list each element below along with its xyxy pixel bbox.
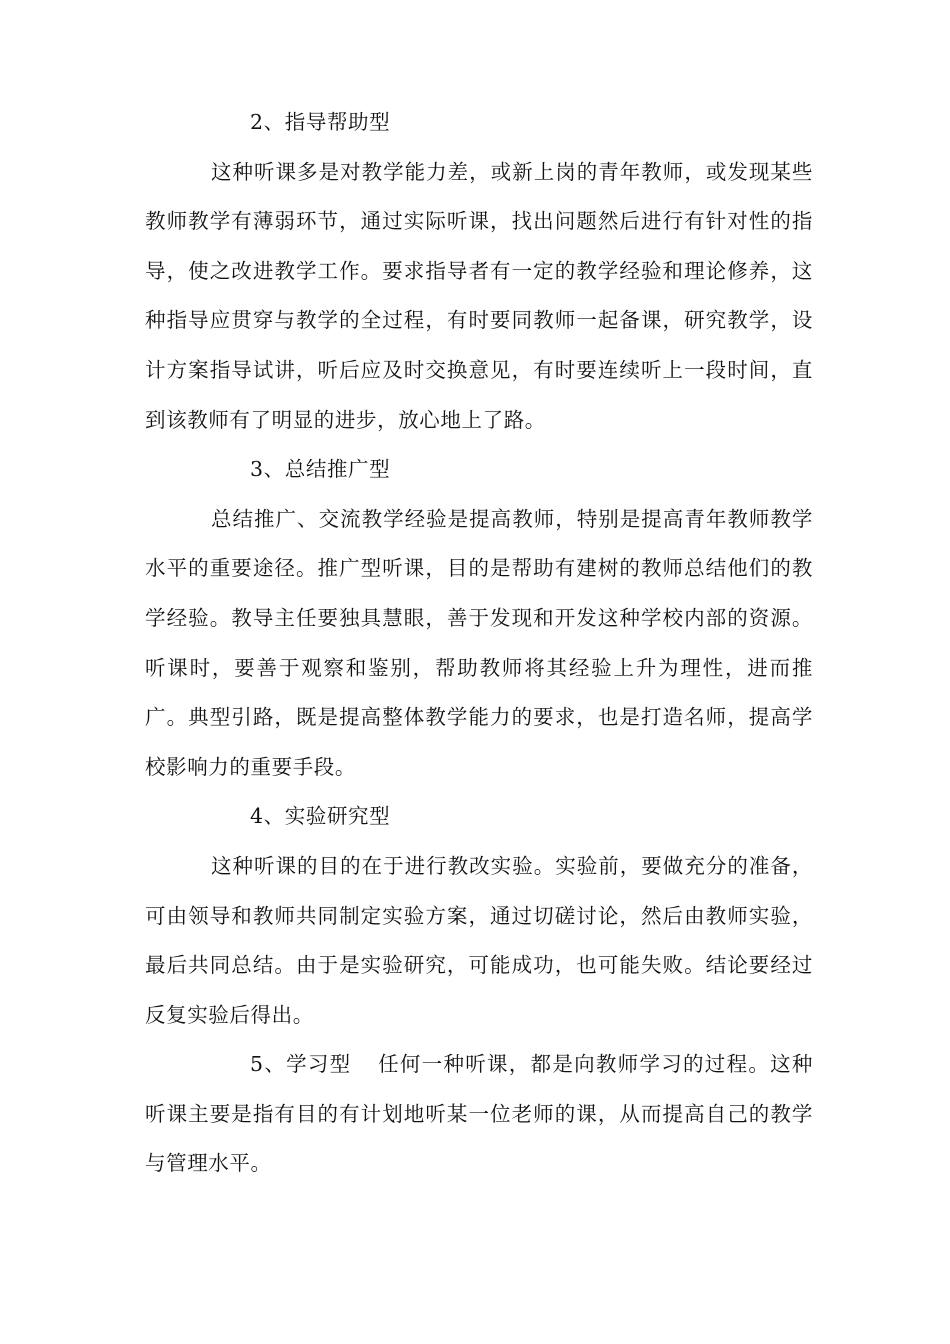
- section-5-paragraph: 任何一种听课，都是向教师学习的过程。这种听课主要是指有目的有计划地听某一位老师的课，从而提高自己的教学与管理水平。: [145, 1052, 813, 1176]
- section-2-paragraph: 这种听课多是对教学能力差，或新上岗的青年教师，或发现某些教师教学有薄弱环节，通过实际听课，找出问题然后进行有针对性的指导，使之改进教学工作。要求指导者有一定的教学经验和理论修养，这种指导应贯穿与教学的全过程，有时要同教师一起备课，研究教学，设计方案指导试讲，听后应及时交换意见，有时要连续听上一段时间，直到该教师有了明显的进步，放心地上了路。: [145, 159, 813, 432]
- section-3-paragraph: 总结推广、交流教学经验是提高教师，特别是提高青年教师教学水平的重要途径。推广型听课，目的是帮助有建树的教师总结他们的教学经验。教导主任要独具慧眼，善于发现和开发这种学校内部的资源。听课时，要善于观察和鉴别，帮助教师将其经验上升为理性，进而推广。典型引路，既是提高整体教学能力的要求，也是打造名师，提高学校影响力的重要手段。: [145, 506, 813, 779]
- section-4-paragraph: 这种听课的目的在于进行教改实验。实验前，要做充分的准备，可由领导和教师共同制定实验方案，通过切磋讨论，然后由教师实验，最后共同总结。由于是实验研究，可能成功，也可能失败。结论要经过反复实验后得出。: [145, 853, 813, 1027]
- document-body: [145, 98, 813, 1189]
- section-2-heading: 2、指导帮助型: [250, 110, 391, 134]
- section-5-heading: 5、学习型: [250, 1052, 352, 1077]
- section-4-heading: 4、实验研究型: [250, 804, 391, 829]
- section-3-heading: 3、总结推广型: [250, 457, 391, 482]
- section-5-block: [145, 1040, 813, 1189]
